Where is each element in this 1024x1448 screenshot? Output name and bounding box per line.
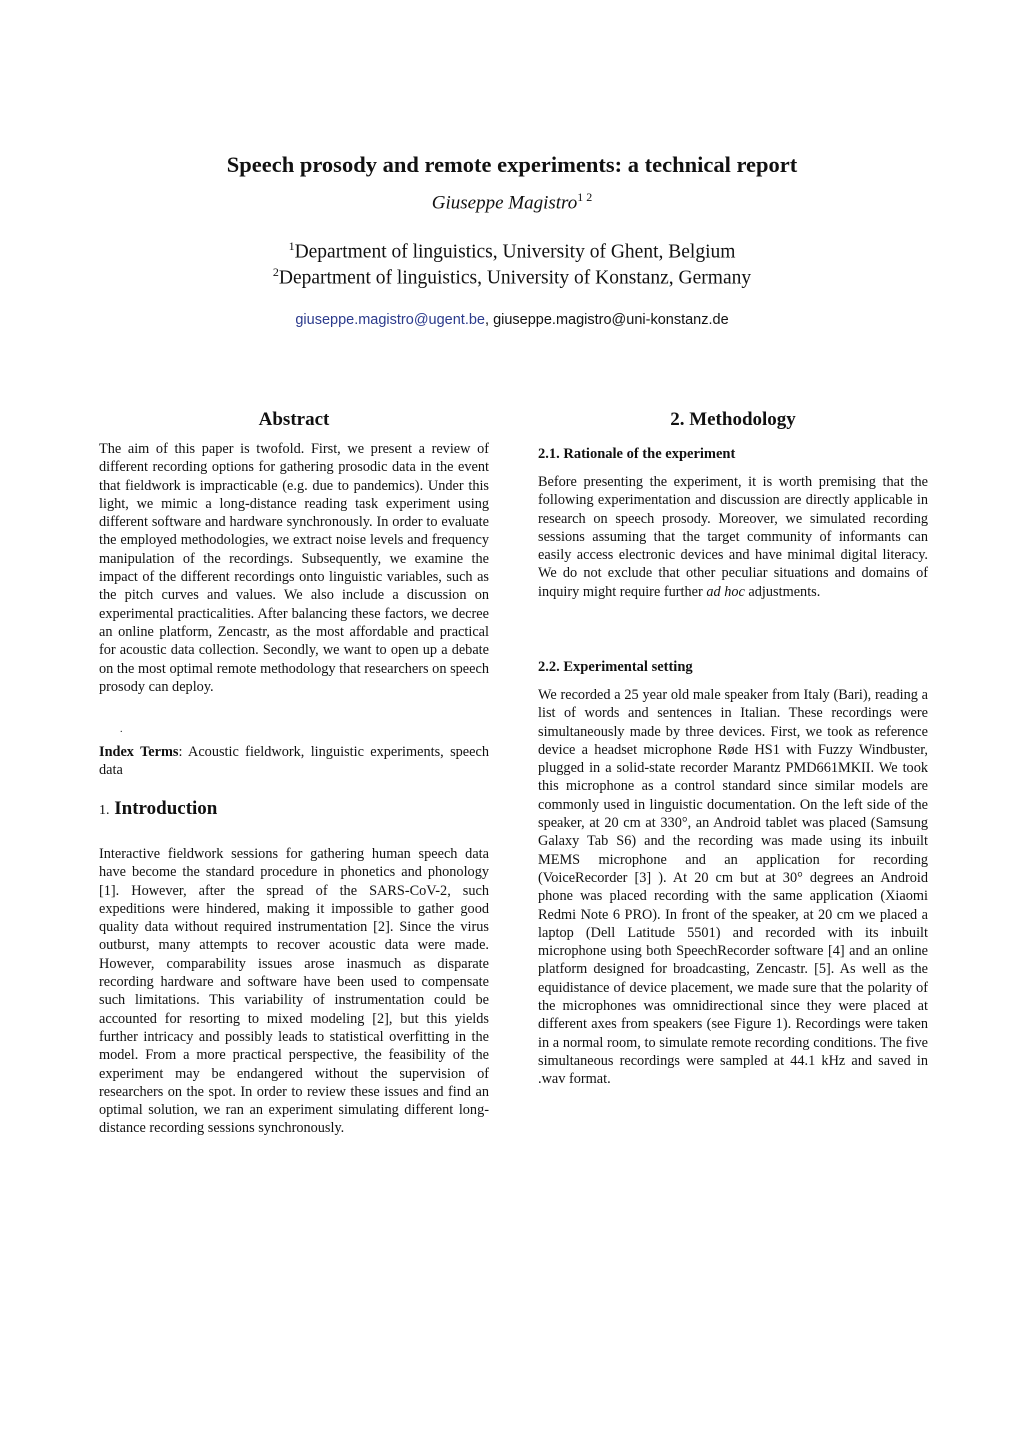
affiliation-2-mark: 2 (272, 265, 279, 279)
paper-title: Speech prosody and remote experiments: a technical report (226, 152, 798, 177)
affiliation-1-mark: 1 (288, 239, 295, 253)
index-terms (99, 743, 489, 780)
setting-body: We recorded a 25 year old male speaker from Italy (Bari), reading a list of words and sentences in Italian. These recordings were simultaneously made by three devices. First, we took as reference device a headset microphone Røde HS1 with Fuzzy Windbuster, plugged in a solid-state recorder Marantz PMD661MKII. We took this microphone as a control standard since similar models are commonly used in linguistic documentation. On the left side of the speaker, at 20 cm at 330°, an Android tablet was placed (Samsung Galaxy Tab S6) and the recording was made using its inbuilt MEMS microphone and an application for recording (VoiceRecorder [3] ). At 20 cm but at 30° degrees an Android phone was placed recording with the same application (Xiaomi Redmi Note 6 PRO). In front of the speaker, at 20 cm we placed a laptop (Dell Latitude 5501) and recorded with its inbuilt microphone using both SpeechRecorder software [4] and an online platform designed for broadcasting, Zencastr. [5]. As well as the equidistance of device placement, we made sure that the polarity of the microphones was omnidirectional since they were placed at different axes from speakers (see Figure 1). Recordings were taken in a normal room, to simulate remote recording conditions. The five simultaneous recordings were sampled at 44.1 kHz and saved in .wav format. (538, 687, 928, 1088)
affiliation-2 (0, 265, 1024, 290)
affiliation-2-text: Department of linguistics, University of Konstanz, Germany (278, 267, 752, 289)
stray-mark: . (120, 724, 123, 735)
rationale-text-after: adjustments. (744, 583, 821, 600)
affiliation-1 (0, 239, 1024, 264)
email-konstanz: giuseppe.magistro@uni-konstanz.de (493, 312, 729, 328)
introduction-number: 1. (99, 803, 110, 818)
rationale-body (538, 473, 928, 601)
email-separator: , (485, 312, 494, 328)
introduction-title: Introduction (114, 798, 218, 819)
methodology-heading: 2. Methodology (670, 409, 796, 430)
author-name: Giuseppe Magistro (431, 192, 578, 214)
rationale-emphasis: ad hoc (706, 583, 745, 600)
setting-heading: 2.2. Experimental setting (538, 659, 693, 675)
introduction-heading (99, 800, 489, 820)
rationale-text-before: Before presenting the experiment, it is worth premising that the following experimentation and discussion are directly applicable in research on speech prosody. Moreover, we simulated recording sessions assuming that the target community of informants can easily access electronic devices and have minimal digital literacy. We do not exclude that other peculiar situations and domains of inquiry might require further (538, 474, 928, 600)
affiliation-1-text: Department of linguistics, University of Ghent, Belgium (294, 241, 736, 263)
abstract-body: The aim of this paper is twofold. First, we present a review of different recording options for gathering prosodic data in the event that fieldwork is impracticable (e.g. due to pandemics). Under this light, we mimic a long-distance reading task experiment using different software and hardware synchronously. In order to evaluate the employed methodologies, we extract noise levels and frequency manipulation of the recordings. Subsequently, we examine the impact of the different recordings onto linguistic variables, such as the pitch curves and values. We also include a discussion on experimental practicalities. After balancing these factors, we decree an online platform, Zencastr, as the most affordable and practical for acoustic data collection. Secondly, we want to open up a debate on the most optimal remote methodology that researchers on speech prosody can deploy. (99, 441, 489, 695)
index-terms-text: : Acoustic fieldwork, linguistic experiments, speech data (99, 744, 489, 779)
email-line (0, 312, 1024, 328)
index-terms-label: Index Terms (99, 744, 179, 760)
abstract-heading: Abstract (258, 409, 330, 430)
rationale-heading: 2.1. Rationale of the experiment (538, 446, 736, 462)
email-ugent-link[interactable]: giuseppe.magistro@ugent.be (295, 312, 485, 328)
author-affil-marks: 1 2 (577, 190, 593, 204)
author-line (0, 190, 1024, 214)
introduction-body: Interactive fieldwork sessions for gathering human speech data have become the standard procedure in phonetics and phonology [1]. However, after the spread of the SARS-CoV-2, such expeditions were hindered, making it impossible to gather good quality data without required instrumentation [2]. Since the virus outburst, many attempts to recover acoustic data were made. However, comparability issues arose inasmuch as disparate recording hardware and software have been used to compensate such limitations. This variability of instrumentation could be accounted for resorting to mixed modeling [2], but this yields further intricacy and possibly leads to statistical overfitting in the model. From a more practical perspective, the feasibility of the experiment may be endangered without the supervision of researchers on the spot. In order to review these issues and find an optimal solution, we ran an experiment simulating different long-distance recording sessions synchronously. (99, 846, 489, 1137)
